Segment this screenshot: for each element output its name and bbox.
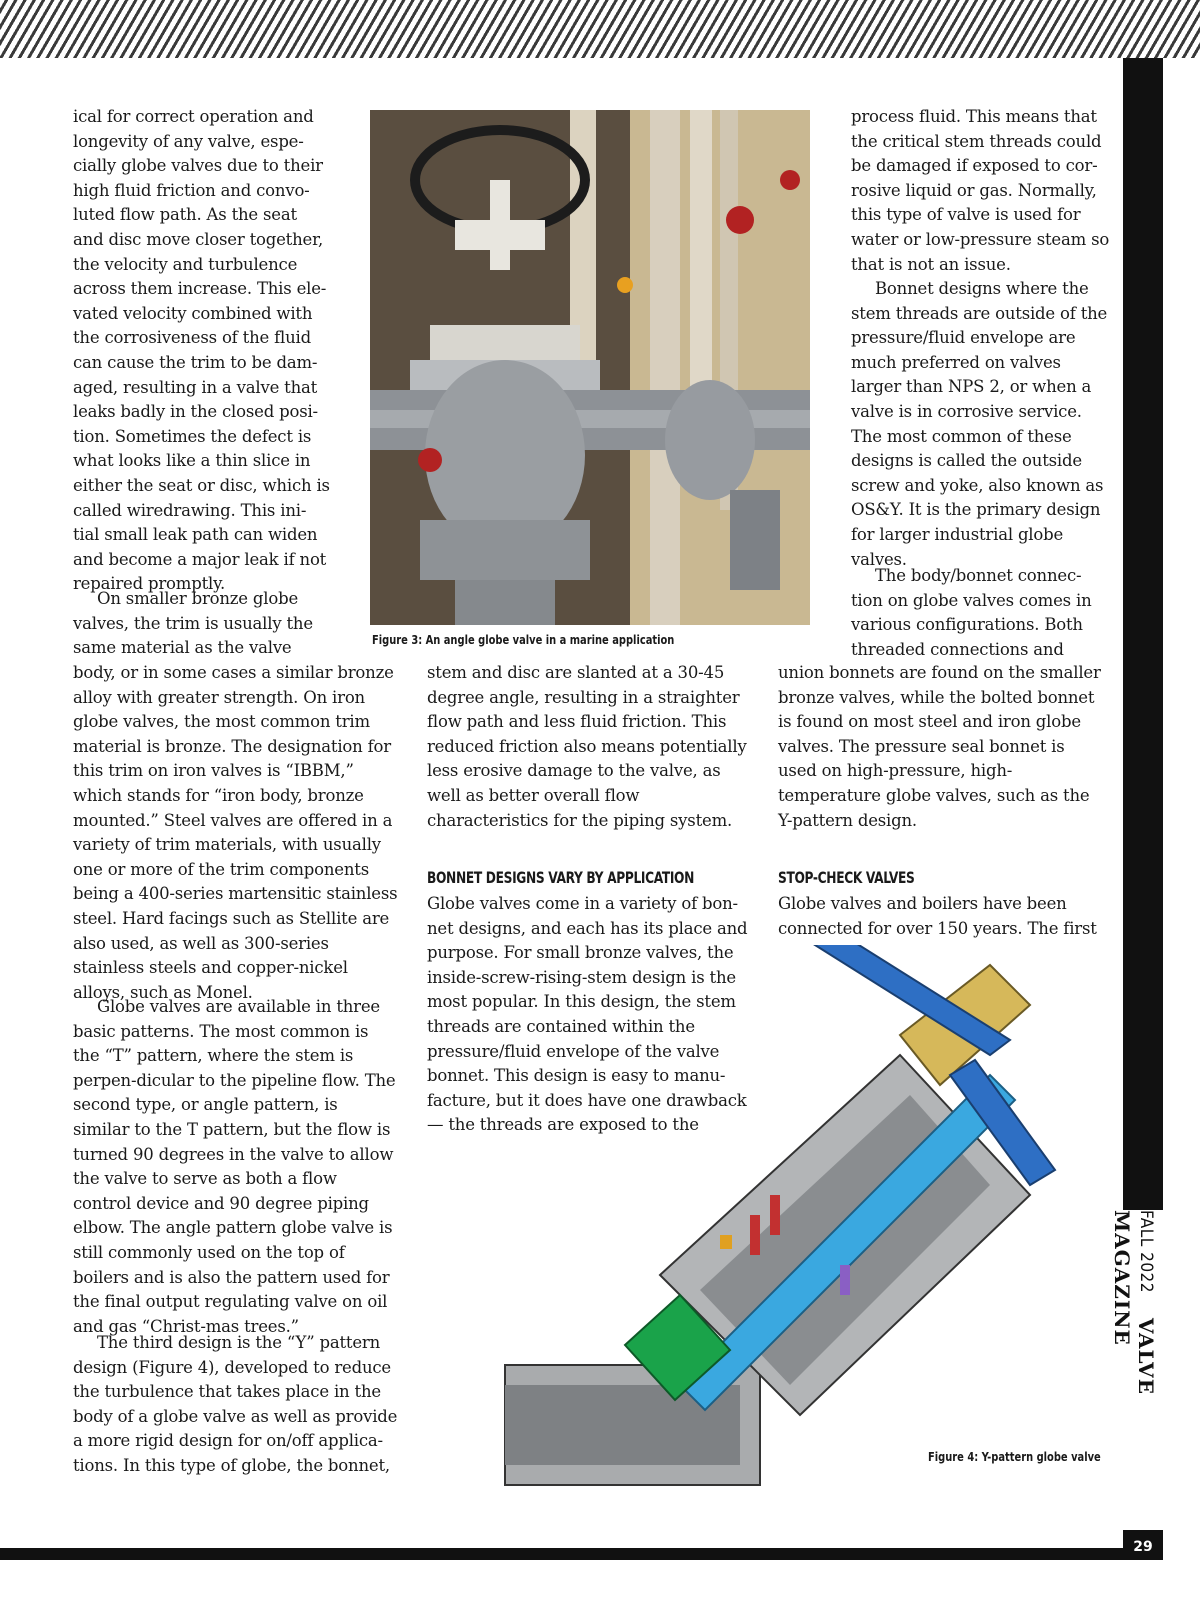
sidebar-label xyxy=(1110,1210,1158,1510)
col3-paragraph-4: Globe valves and boilers have been connected for over 150 years. The first xyxy=(778,894,1097,938)
col1-paragraph-2a: On smaller bronze globe valves, the trim is usually the same material as the valve xyxy=(73,589,313,658)
figure-3-caption: Figure 3: An angle globe valve in a marine application xyxy=(372,632,675,647)
col1-paragraph-3: Globe valves are available in three basic patterns. The most common is the “T” pattern, where the stem is perpen-dicular to the pipeline flow. The second type, or angle pattern, is similar to the T pattern, but the flow is turned 90 degrees in the valve to allow the valve to serve as both a flow control device and 90 degree piping elbow. The angle pattern globe valve is still commonly used on the top of boilers and is also the pattern used for the final output regulating valve on oil and gas “Christ-mas trees.” xyxy=(73,997,396,1336)
issue-label: FALL 2022 xyxy=(1136,1210,1156,1294)
page-number: 29 xyxy=(1133,1539,1153,1555)
col3-paragraph-3a: The body/bonnet connec-tion on globe valves comes in various configurations. Both threaded connections and xyxy=(851,566,1092,659)
col1-paragraph-4: The third design is the “Y” pattern design (Figure 4), developed to reduce the turbulence that takes place in the body of a globe valve as well as provide a more rigid design for on/off applica-tions. In this type of globe, the bonnet, xyxy=(73,1333,398,1475)
header-hatch-pattern xyxy=(0,0,1200,58)
figure-4-caption: Figure 4: Y-pattern globe valve xyxy=(928,1449,1101,1464)
col3-paragraph-2: Bonnet designs where the stem threads are outside of the pressure/fluid envelope are much preferred on valves larger than NPS 2, or when a valve is in corrosive service. The most common of these designs is called the outside screw and yoke, also known as OS&Y. It is the primary design for larger industrial globe valves. xyxy=(851,279,1108,569)
col3-paragraph-1: process fluid. This means that the critical stem threads could be damaged if exposed to cor-rosive liquid or gas. Normally, this type of valve is used for water or low-pressure steam so that is not an issue. xyxy=(851,107,1110,274)
footer-bar xyxy=(0,1548,1163,1560)
col1-paragraph-1: ical for correct operation and longevity of any valve, espe-cially globe valves due to their high fluid friction and convo-luted flow path. As the seat and disc move closer together, the velocity and turbulence across them increase. This ele-vated velocity combined with the corrosiveness of the fluid can cause the trim to be dam-aged, resulting in a valve that leaks badly in the closed posi-tion. Sometimes the defect is what looks like a thin slice in either the seat or disc, which is called wiredrawing. This ini-tial small leak path can widen and become a major leak if not repaired promptly. xyxy=(73,107,330,594)
bonnet-heading: BONNET DESIGNS VARY BY APPLICATION xyxy=(427,868,695,887)
magazine-title: VALVE MAGAZINE xyxy=(1110,1210,1158,1396)
col1-paragraph-2b: body, or in some cases a similar bronze alloy with greater strength. On iron globe valves, the most common trim material is bronze. The designation for this trim on iron valves is “IBBM,” which stands for “iron body, bronze mounted.” Steel valves are offered in a variety of trim materials, with usually one or more of the trim components being a 400-series martensitic stainless steel. Hard facings such as Stellite are also used, as well as 300-series stainless steels and copper-nickel alloys, such as Monel. xyxy=(73,663,398,1002)
stop-check-heading: STOP-CHECK VALVES xyxy=(778,868,915,887)
col2-paragraph-1: stem and disc are slanted at a 30-45 degree angle, resulting in a straighter flow path and less fluid friction. This reduced friction also means potentially less erosive damage to the valve, as well as better overall flow characteristics for the piping system. xyxy=(427,663,747,830)
figure-3-photo xyxy=(370,110,810,625)
col2-paragraph-2: Globe valves come in a variety of bon-net designs, and each has its place and purpose. For small bronze valves, the inside-screw-rising-stem design is the most popular. In this design, the stem threads are contained within the pressure/fluid envelope of the valve bonnet. This design is easy to manu-facture, but it does have one drawback — the threads are exposed to the xyxy=(427,894,748,1135)
figure-4-illustration xyxy=(470,945,1100,1500)
col3-paragraph-3b: union bonnets are found on the smaller bronze valves, while the bolted bonnet is found on most steel and iron globe valves. The pressure seal bonnet is used on high-pressure, high-temperature globe valves, such as the Y-pattern design. xyxy=(778,663,1101,830)
